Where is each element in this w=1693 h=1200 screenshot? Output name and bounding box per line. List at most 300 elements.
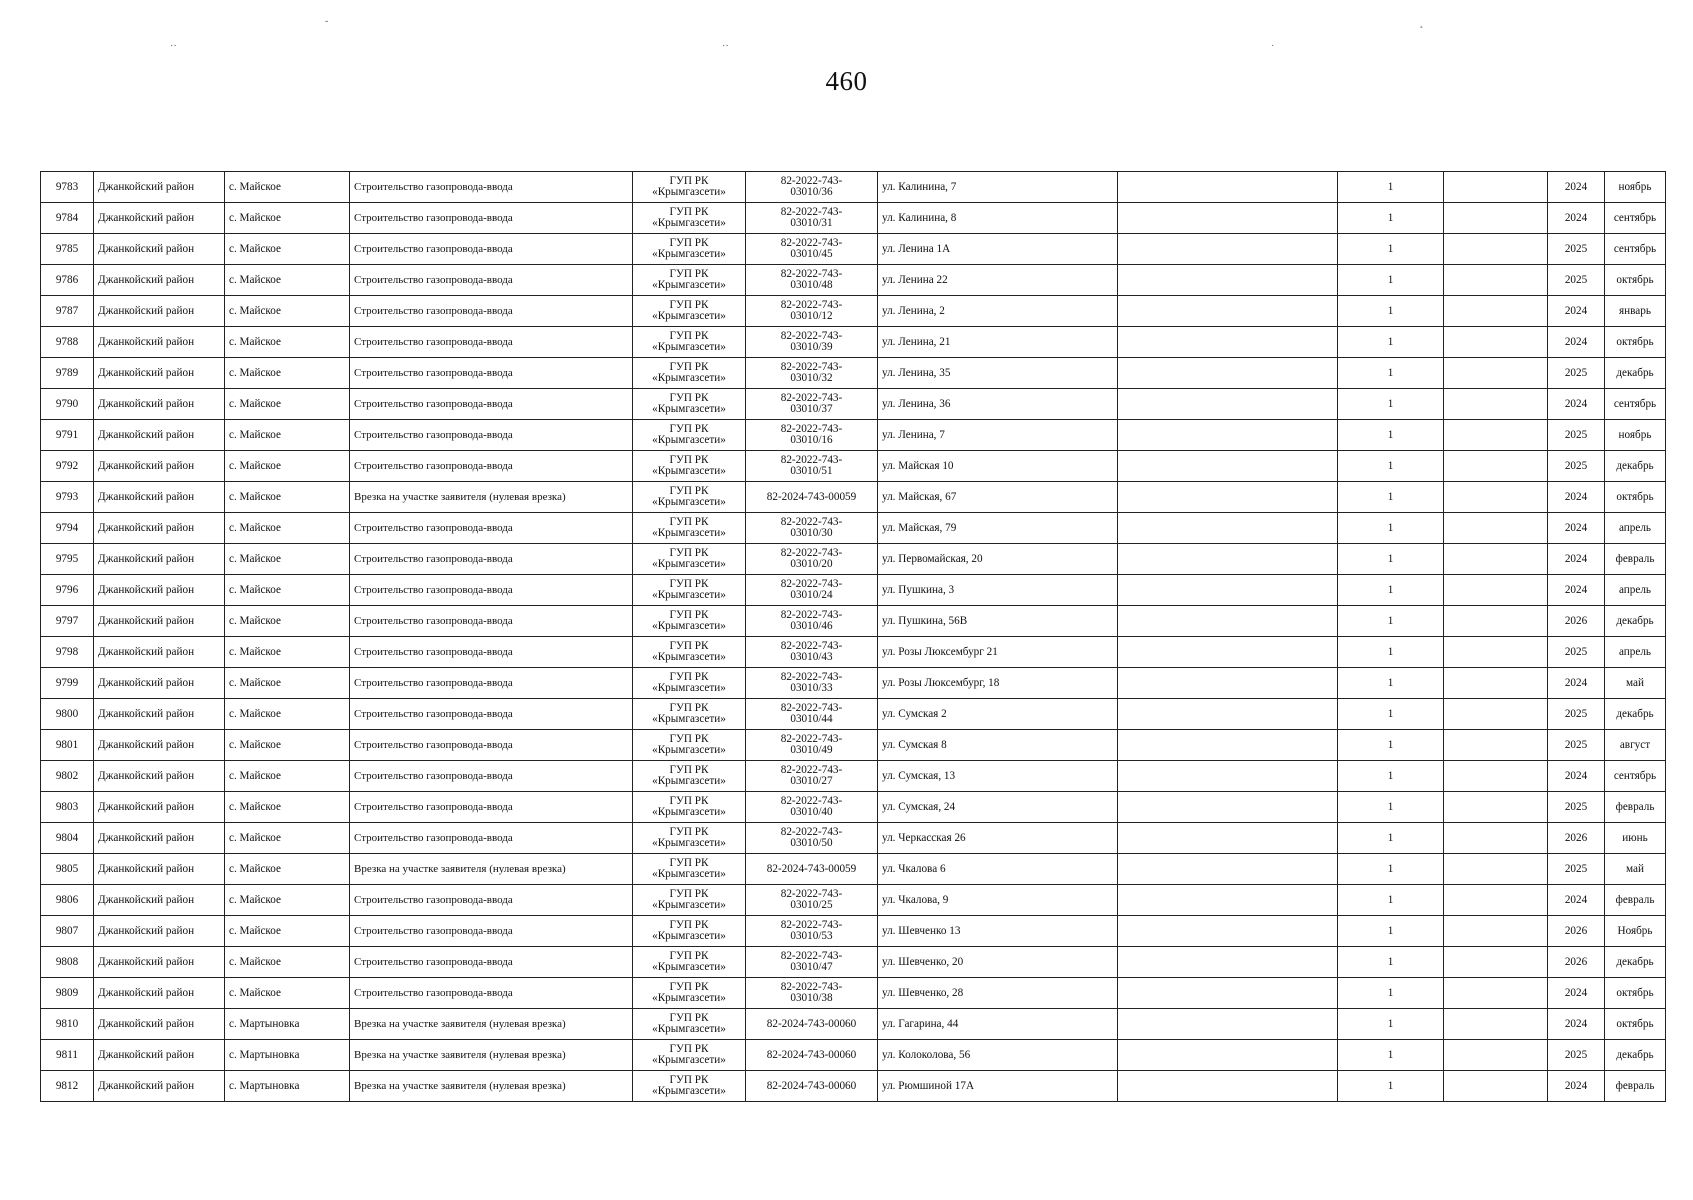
table-row xyxy=(41,761,1666,792)
district-cell: Джанкойский район xyxy=(94,978,225,1009)
code-line2: 03010/51 xyxy=(790,465,833,477)
code-line1: 82-2022-743- xyxy=(780,702,843,714)
code-line1: 82-2022-743- xyxy=(780,361,843,373)
scan-speck: ˙˙ xyxy=(722,44,729,55)
address-cell: ул. Ленина 22 xyxy=(878,265,1118,296)
code-line1: 82-2022-743- xyxy=(780,175,843,187)
address-cell: ул. Майская 10 xyxy=(878,451,1118,482)
blank-cell xyxy=(1118,730,1338,761)
quantity-cell: 1 xyxy=(1338,575,1444,606)
organization-line1: ГУП РК xyxy=(669,981,709,993)
organization-line2: «Крымгазсети» xyxy=(652,279,726,291)
address-cell: ул. Первомайская, 20 xyxy=(878,544,1118,575)
year-cell: 2025 xyxy=(1548,234,1605,265)
work-type-cell: Строительство газопровода-ввода xyxy=(350,265,633,296)
code-cell xyxy=(746,327,878,358)
blank-cell xyxy=(1118,420,1338,451)
row-number-cell: 9791 xyxy=(41,420,94,451)
code-cell xyxy=(746,637,878,668)
month-cell: октябрь xyxy=(1605,978,1666,1009)
year-cell: 2024 xyxy=(1548,296,1605,327)
year-cell: 2025 xyxy=(1548,265,1605,296)
code-line1: 82-2022-743- xyxy=(780,981,843,993)
settlement-cell: с. Майское xyxy=(225,916,350,947)
quantity-cell: 1 xyxy=(1338,544,1444,575)
year-cell: 2025 xyxy=(1548,637,1605,668)
settlement-cell: с. Майское xyxy=(225,761,350,792)
code-cell xyxy=(746,451,878,482)
month-cell: ноябрь xyxy=(1605,420,1666,451)
table-row xyxy=(41,389,1666,420)
row-number-cell: 9796 xyxy=(41,575,94,606)
row-number-cell: 9801 xyxy=(41,730,94,761)
organization-line1: ГУП РК xyxy=(669,640,709,652)
blank-cell xyxy=(1444,234,1548,265)
code-line2: 03010/31 xyxy=(790,217,833,229)
settlement-cell: с. Майское xyxy=(225,420,350,451)
blank-cell xyxy=(1118,854,1338,885)
address-cell: ул. Калинина, 7 xyxy=(878,172,1118,203)
settlement-cell: с. Майское xyxy=(225,544,350,575)
code-line1: 82-2022-743- xyxy=(780,888,843,900)
organization-line2: «Крымгазсети» xyxy=(652,682,726,694)
organization-cell xyxy=(633,885,746,916)
year-cell: 2026 xyxy=(1548,916,1605,947)
code-cell xyxy=(746,265,878,296)
month-cell: май xyxy=(1605,854,1666,885)
month-cell: декабрь xyxy=(1605,451,1666,482)
organization-line1: ГУП РК xyxy=(669,857,709,869)
quantity-cell: 1 xyxy=(1338,730,1444,761)
organization-line2: «Крымгазсети» xyxy=(652,1054,726,1066)
settlement-cell: с. Майское xyxy=(225,203,350,234)
code-line1: 82-2022-743- xyxy=(780,516,843,528)
district-cell: Джанкойский район xyxy=(94,234,225,265)
organization-line2: «Крымгазсети» xyxy=(652,558,726,570)
page-number: 460 xyxy=(825,66,868,96)
code-line2: 03010/45 xyxy=(790,248,833,260)
code-line2: 03010/39 xyxy=(790,341,833,353)
work-type-cell: Строительство газопровода-ввода xyxy=(350,606,633,637)
code-cell xyxy=(746,668,878,699)
organization-line2: «Крымгазсети» xyxy=(652,961,726,973)
district-cell: Джанкойский район xyxy=(94,420,225,451)
blank-cell xyxy=(1444,792,1548,823)
quantity-cell: 1 xyxy=(1338,234,1444,265)
code-cell xyxy=(746,234,878,265)
year-cell: 2024 xyxy=(1548,885,1605,916)
quantity-cell: 1 xyxy=(1338,916,1444,947)
organization-line2: «Крымгазсети» xyxy=(652,651,726,663)
blank-cell xyxy=(1118,482,1338,513)
settlement-cell: с. Майское xyxy=(225,606,350,637)
organization-line2: «Крымгазсети» xyxy=(652,899,726,911)
code-cell xyxy=(746,513,878,544)
organization-line1: ГУП РК xyxy=(669,299,709,311)
blank-cell xyxy=(1118,296,1338,327)
year-cell: 2025 xyxy=(1548,730,1605,761)
organization-line1: ГУП РК xyxy=(669,454,709,466)
blank-cell xyxy=(1118,885,1338,916)
month-cell: октябрь xyxy=(1605,1009,1666,1040)
organization-line1: ГУП РК xyxy=(669,764,709,776)
district-cell: Джанкойский район xyxy=(94,699,225,730)
row-number-cell: 9799 xyxy=(41,668,94,699)
district-cell: Джанкойский район xyxy=(94,947,225,978)
quantity-cell: 1 xyxy=(1338,358,1444,389)
year-cell: 2024 xyxy=(1548,389,1605,420)
quantity-cell: 1 xyxy=(1338,420,1444,451)
organization-cell xyxy=(633,265,746,296)
table-row xyxy=(41,978,1666,1009)
district-cell: Джанкойский район xyxy=(94,1071,225,1102)
work-type-cell: Врезка на участке заявителя (нулевая врезка) xyxy=(350,1040,633,1071)
table-row xyxy=(41,947,1666,978)
month-cell: февраль xyxy=(1605,885,1666,916)
blank-cell xyxy=(1444,358,1548,389)
blank-cell xyxy=(1118,234,1338,265)
code-line2: 03010/50 xyxy=(790,837,833,849)
month-cell: сентябрь xyxy=(1605,389,1666,420)
table-row xyxy=(41,451,1666,482)
work-type-cell: Строительство газопровода-ввода xyxy=(350,172,633,203)
organization-line2: «Крымгазсети» xyxy=(652,1023,726,1035)
blank-cell xyxy=(1118,668,1338,699)
blank-cell xyxy=(1444,885,1548,916)
year-cell: 2026 xyxy=(1548,823,1605,854)
organization-cell xyxy=(633,730,746,761)
year-cell: 2025 xyxy=(1548,1040,1605,1071)
district-cell: Джанкойский район xyxy=(94,172,225,203)
row-number-cell: 9804 xyxy=(41,823,94,854)
quantity-cell: 1 xyxy=(1338,885,1444,916)
blank-cell xyxy=(1118,916,1338,947)
code-line2: 03010/48 xyxy=(790,279,833,291)
organization-line2: «Крымгазсети» xyxy=(652,465,726,477)
month-cell: апрель xyxy=(1605,513,1666,544)
district-cell: Джанкойский район xyxy=(94,792,225,823)
blank-cell xyxy=(1118,1040,1338,1071)
code-line2: 03010/27 xyxy=(790,775,833,787)
organization-line2: «Крымгазсети» xyxy=(652,310,726,322)
address-cell: ул. Ленина, 7 xyxy=(878,420,1118,451)
row-number-cell: 9809 xyxy=(41,978,94,1009)
organization-line1: ГУП РК xyxy=(669,609,709,621)
code-line1: 82-2022-743- xyxy=(780,237,843,249)
code-line1: 82-2022-743- xyxy=(780,547,843,559)
code-line1: 82-2022-743- xyxy=(780,578,843,590)
work-type-cell: Строительство газопровода-ввода xyxy=(350,885,633,916)
row-number-cell: 9812 xyxy=(41,1071,94,1102)
address-cell: ул. Майская, 79 xyxy=(878,513,1118,544)
code-cell xyxy=(746,1040,878,1071)
table-row xyxy=(41,916,1666,947)
district-cell: Джанкойский район xyxy=(94,761,225,792)
table-row xyxy=(41,420,1666,451)
month-cell: май xyxy=(1605,668,1666,699)
blank-cell xyxy=(1118,451,1338,482)
settlement-cell: с. Майское xyxy=(225,296,350,327)
organization-line1: ГУП РК xyxy=(669,423,709,435)
organization-line2: «Крымгазсети» xyxy=(652,837,726,849)
blank-cell xyxy=(1444,451,1548,482)
work-type-cell: Врезка на участке заявителя (нулевая врезка) xyxy=(350,482,633,513)
year-cell: 2024 xyxy=(1548,172,1605,203)
organization-line2: «Крымгазсети» xyxy=(652,992,726,1004)
code-line1: 82-2022-743- xyxy=(780,423,843,435)
table-row xyxy=(41,668,1666,699)
table-row xyxy=(41,854,1666,885)
row-number-cell: 9792 xyxy=(41,451,94,482)
address-cell: ул. Майская, 67 xyxy=(878,482,1118,513)
settlement-cell: с. Майское xyxy=(225,482,350,513)
table-row xyxy=(41,792,1666,823)
blank-cell xyxy=(1118,1009,1338,1040)
blank-cell xyxy=(1444,1071,1548,1102)
row-number-cell: 9784 xyxy=(41,203,94,234)
table-row xyxy=(41,885,1666,916)
organization-line2: «Крымгазсети» xyxy=(652,775,726,787)
address-cell: ул. Черкасская 26 xyxy=(878,823,1118,854)
year-cell: 2024 xyxy=(1548,513,1605,544)
blank-cell xyxy=(1118,172,1338,203)
blank-cell xyxy=(1118,544,1338,575)
organization-line2: «Крымгазсети» xyxy=(652,868,726,880)
month-cell: сентябрь xyxy=(1605,234,1666,265)
district-cell: Джанкойский район xyxy=(94,606,225,637)
blank-cell xyxy=(1118,823,1338,854)
year-cell: 2025 xyxy=(1548,420,1605,451)
table-row xyxy=(41,203,1666,234)
work-type-cell: Строительство газопровода-ввода xyxy=(350,420,633,451)
district-cell: Джанкойский район xyxy=(94,203,225,234)
organization-line1: ГУП РК xyxy=(669,671,709,683)
quantity-cell: 1 xyxy=(1338,606,1444,637)
code-cell xyxy=(746,823,878,854)
year-cell: 2025 xyxy=(1548,699,1605,730)
code-cell xyxy=(746,978,878,1009)
organization-line2: «Крымгазсети» xyxy=(652,186,726,198)
blank-cell xyxy=(1444,730,1548,761)
organization-cell xyxy=(633,947,746,978)
quantity-cell: 1 xyxy=(1338,327,1444,358)
work-type-cell: Строительство газопровода-ввода xyxy=(350,296,633,327)
organization-line1: ГУП РК xyxy=(669,826,709,838)
code-line2: 03010/12 xyxy=(790,310,833,322)
year-cell: 2026 xyxy=(1548,606,1605,637)
address-cell: ул. Чкалова, 9 xyxy=(878,885,1118,916)
row-number-cell: 9807 xyxy=(41,916,94,947)
blank-cell xyxy=(1118,792,1338,823)
year-cell: 2024 xyxy=(1548,761,1605,792)
organization-line1: ГУП РК xyxy=(669,268,709,280)
row-number-cell: 9789 xyxy=(41,358,94,389)
quantity-cell: 1 xyxy=(1338,296,1444,327)
blank-cell xyxy=(1118,1071,1338,1102)
code-cell xyxy=(746,544,878,575)
work-type-cell: Строительство газопровода-ввода xyxy=(350,544,633,575)
address-cell: ул. Калинина, 8 xyxy=(878,203,1118,234)
district-cell: Джанкойский район xyxy=(94,389,225,420)
settlement-cell: с. Майское xyxy=(225,978,350,1009)
quantity-cell: 1 xyxy=(1338,699,1444,730)
address-cell: ул. Ленина, 36 xyxy=(878,389,1118,420)
blank-cell xyxy=(1444,389,1548,420)
row-number-cell: 9793 xyxy=(41,482,94,513)
year-cell: 2024 xyxy=(1548,482,1605,513)
address-cell: ул. Колоколова, 56 xyxy=(878,1040,1118,1071)
district-cell: Джанкойский район xyxy=(94,668,225,699)
blank-cell xyxy=(1444,203,1548,234)
organization-line2: «Крымгазсети» xyxy=(652,713,726,725)
year-cell: 2024 xyxy=(1548,1009,1605,1040)
blank-cell xyxy=(1444,172,1548,203)
row-number-cell: 9787 xyxy=(41,296,94,327)
address-cell: ул. Сумская 2 xyxy=(878,699,1118,730)
district-cell: Джанкойский район xyxy=(94,1009,225,1040)
code-line1: 82-2022-743- xyxy=(780,454,843,466)
settlement-cell: с. Майское xyxy=(225,699,350,730)
row-number-cell: 9800 xyxy=(41,699,94,730)
organization-cell xyxy=(633,823,746,854)
code-cell xyxy=(746,482,878,513)
work-type-cell: Строительство газопровода-ввода xyxy=(350,792,633,823)
blank-cell xyxy=(1444,420,1548,451)
organization-line1: ГУП РК xyxy=(669,206,709,218)
code-line1: 82-2022-743- xyxy=(780,392,843,404)
blank-cell xyxy=(1444,296,1548,327)
organization-line1: ГУП РК xyxy=(669,1012,709,1024)
code-cell xyxy=(746,389,878,420)
table-row xyxy=(41,296,1666,327)
code-cell xyxy=(746,172,878,203)
table-row xyxy=(41,606,1666,637)
organization-cell xyxy=(633,575,746,606)
blank-cell xyxy=(1444,482,1548,513)
blank-cell xyxy=(1118,606,1338,637)
month-cell: апрель xyxy=(1605,575,1666,606)
month-cell: апрель xyxy=(1605,637,1666,668)
row-number-cell: 9783 xyxy=(41,172,94,203)
settlement-cell: с. Майское xyxy=(225,575,350,606)
scan-speck: ˙ xyxy=(1271,44,1275,55)
blank-cell xyxy=(1118,513,1338,544)
quantity-cell: 1 xyxy=(1338,637,1444,668)
work-type-cell: Строительство газопровода-ввода xyxy=(350,823,633,854)
year-cell: 2024 xyxy=(1548,203,1605,234)
blank-cell xyxy=(1118,358,1338,389)
table-row xyxy=(41,730,1666,761)
code-line2: 03010/49 xyxy=(790,744,833,756)
organization-cell xyxy=(633,1040,746,1071)
month-cell: ноябрь xyxy=(1605,172,1666,203)
work-type-cell: Строительство газопровода-ввода xyxy=(350,699,633,730)
organization-line1: ГУП РК xyxy=(669,578,709,590)
row-number-cell: 9790 xyxy=(41,389,94,420)
address-cell: ул. Розы Люксембург, 18 xyxy=(878,668,1118,699)
organization-line1: ГУП РК xyxy=(669,237,709,249)
organization-line1: ГУП РК xyxy=(669,361,709,373)
work-type-cell: Строительство газопровода-ввода xyxy=(350,575,633,606)
settlement-cell: с. Майское xyxy=(225,358,350,389)
blank-cell xyxy=(1118,327,1338,358)
month-cell: февраль xyxy=(1605,792,1666,823)
settlement-cell: с. Майское xyxy=(225,451,350,482)
address-cell: ул. Гагарина, 44 xyxy=(878,1009,1118,1040)
code-line1: 82-2022-743- xyxy=(780,640,843,652)
code-line1: 82-2024-743-00059 xyxy=(766,490,857,503)
blank-cell xyxy=(1444,575,1548,606)
code-line1: 82-2022-743- xyxy=(780,795,843,807)
work-type-cell: Строительство газопровода-ввода xyxy=(350,234,633,265)
organization-cell xyxy=(633,606,746,637)
code-cell xyxy=(746,1009,878,1040)
address-cell: ул. Сумская, 24 xyxy=(878,792,1118,823)
organization-cell xyxy=(633,1071,746,1102)
organization-line1: ГУП РК xyxy=(669,702,709,714)
row-number-cell: 9810 xyxy=(41,1009,94,1040)
table-row xyxy=(41,327,1666,358)
code-cell xyxy=(746,699,878,730)
row-number-cell: 9785 xyxy=(41,234,94,265)
settlement-cell: с. Мартыновка xyxy=(225,1040,350,1071)
organization-cell xyxy=(633,389,746,420)
year-cell: 2026 xyxy=(1548,947,1605,978)
year-cell: 2024 xyxy=(1548,575,1605,606)
month-cell: август xyxy=(1605,730,1666,761)
table-row xyxy=(41,1071,1666,1102)
work-type-cell: Строительство газопровода-ввода xyxy=(350,730,633,761)
year-cell: 2024 xyxy=(1548,327,1605,358)
month-cell: декабрь xyxy=(1605,606,1666,637)
row-number-cell: 9795 xyxy=(41,544,94,575)
table-row xyxy=(41,637,1666,668)
district-cell: Джанкойский район xyxy=(94,451,225,482)
month-cell: Ноябрь xyxy=(1605,916,1666,947)
row-number-cell: 9808 xyxy=(41,947,94,978)
organization-cell xyxy=(633,761,746,792)
blank-cell xyxy=(1118,203,1338,234)
organization-cell xyxy=(633,668,746,699)
code-line1: 82-2022-743- xyxy=(780,671,843,683)
code-line2: 03010/24 xyxy=(790,589,833,601)
organization-line2: «Крымгазсети» xyxy=(652,620,726,632)
table-row xyxy=(41,234,1666,265)
code-cell xyxy=(746,358,878,389)
blank-cell xyxy=(1444,1040,1548,1071)
organization-line2: «Крымгазсети» xyxy=(652,248,726,260)
organization-cell xyxy=(633,172,746,203)
code-line1: 82-2022-743- xyxy=(780,919,843,931)
address-cell: ул. Шевченко 13 xyxy=(878,916,1118,947)
organization-cell xyxy=(633,916,746,947)
table-row xyxy=(41,699,1666,730)
address-cell: ул. Ленина 1А xyxy=(878,234,1118,265)
organization-line1: ГУП РК xyxy=(669,795,709,807)
address-cell: ул. Пушкина, 3 xyxy=(878,575,1118,606)
month-cell: октябрь xyxy=(1605,482,1666,513)
code-line1: 82-2022-743- xyxy=(780,826,843,838)
scan-speck: ˛ xyxy=(1420,18,1424,29)
blank-cell xyxy=(1118,978,1338,1009)
district-cell: Джанкойский район xyxy=(94,513,225,544)
organization-cell xyxy=(633,296,746,327)
settlement-cell: с. Майское xyxy=(225,885,350,916)
district-cell: Джанкойский район xyxy=(94,854,225,885)
month-cell: февраль xyxy=(1605,1071,1666,1102)
code-line1: 82-2022-743- xyxy=(780,330,843,342)
blank-cell xyxy=(1444,513,1548,544)
